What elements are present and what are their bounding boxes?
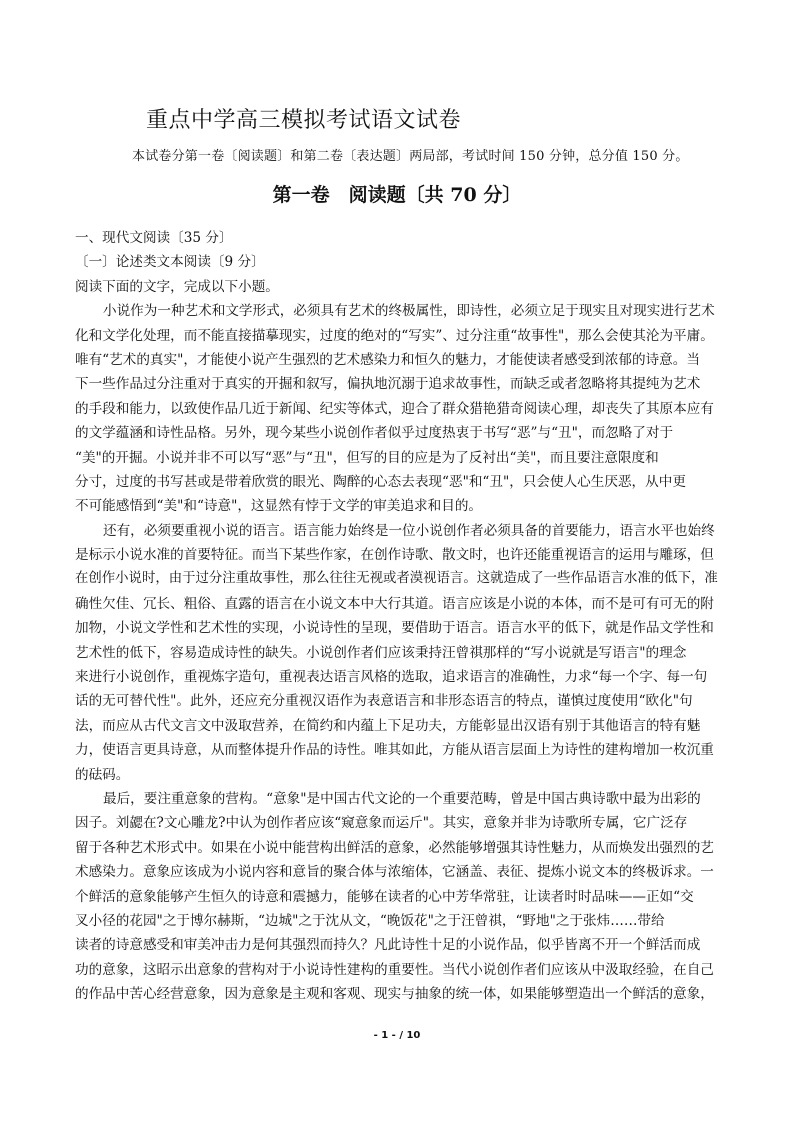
exam-title: 重点中学高三模拟考试语文试卷 — [146, 108, 462, 133]
paragraph-line: 分寸，过度的书写甚或是带着欣赏的眼光、陶醉的心态去表现“恶"和“丑"，只会使人心生厌恶，从中更 — [75, 473, 686, 490]
paragraph-line: 还有，必须要重视小说的语言。语言能力始终是一位小说创作者必须具备的首要能力，语言水平也始终 — [103, 522, 715, 539]
paragraph-line: 个鲜活的意象能够产生恒久的诗意和震撼力，能够在读者的心中芳华常驻，让读者时时品味——正如“交 — [75, 888, 694, 905]
paragraph-line: 最后，要注重意象的营构。“意象"是中国古代文论的一个重要范畴，曾是中国古典诗歌中最为出彩的 — [103, 790, 701, 807]
paragraph-two — [75, 519, 723, 787]
paragraph-line: 术感染力。意象应该成为小说内容和意旨的聚合体与浓缩体，它涵盖、表征、提炼小说文本的终极诉求。一 — [75, 864, 714, 881]
paragraph-line: 的手段和能力，以致使作品几近于新闻、纪实等体式，迎合了群众猎艳猎奇阅读心理，却丧失了其原本应有 — [75, 400, 714, 417]
paragraph-line: 下一些作品过分注重对于真实的开掘和叙写，偏执地沉溺于追求故事性，而缺乏或者忽略将其提纯为艺术 — [75, 376, 701, 393]
paragraph-line: 叉小径的花园"之于博尔赫斯，“边城"之于沈从文，“晚饭花"之于汪曾祺，“野地"之于张炜……带给 — [75, 912, 665, 929]
paragraph-line: 的文学蕴涵和诗性品格。另外，现今某些小说创作者似乎过度热衷于书写“恶”与“丑"，而忽略了对于 — [75, 425, 674, 442]
paragraph-line: 读者的诗意感受和审美冲击力是何其强烈而持久？凡此诗性十足的小说作品，似乎皆离不开一个鲜活而成 — [75, 937, 701, 954]
section-title: 第一卷 阅读题〔共 70 分〕 — [272, 184, 522, 206]
paragraph-line: 确性欠佳、冗长、粗俗、直露的语言在小说文本中大行其道。语言应该是小说的本体，而不是可有可无的附 — [75, 595, 714, 612]
paragraph-line: 不可能感悟到“美"和“诗意"，这显然有悖于文学的审美追求和目的。 — [75, 498, 483, 515]
exam-subtitle: 本试卷分第一卷〔阅读题〕和第二卷〔表达题〕两局部，考试时间 150 分钟，总分值 150 分。 — [132, 149, 689, 164]
paragraph-line: 的作品中苦心经营意象，因为意象是主观和客观、现实与抽象的统一体，如果能够塑造出一个鲜活的意象， — [75, 986, 714, 1003]
paragraph-line: 来进行小说创作，重视炼字造句，重视表达语言风格的选取，追求语言的准确性，力求“每一个字、每一句 — [75, 669, 708, 686]
paragraph-line: 在创作小说时，由于过分注重故事性，那么往往无视或者漠视语言。这就造成了一些作品语言水准的低下，准 — [75, 571, 718, 587]
paragraph-line: 因子。刘勰在?文心雕龙?中认为创作者应该“窥意象而运斤"。其实，意象并非为诗歌所专属，它广泛存 — [75, 815, 688, 832]
paragraph-line: 艺术性的低下，容易造成诗性的缺失。小说创作者们应该秉持汪曾祺那样的“写小说就是写语言"的理念 — [75, 644, 687, 661]
paragraph-line: 留于各种艺术形式中。如果在小说中能营构出鲜活的意象，必然能够增强其诗性魅力，从而焕发出强烈的艺 — [75, 839, 714, 856]
paragraph-line: 是标示小说水准的首要特征。而当下某些作家，在创作诗歌、散文时，也许还能重视语言的运用与雕琢，但 — [75, 547, 714, 564]
paragraph-line: 功的意象，这昭示出意象的营构对于小说诗性建构的重要性。当代小说创作者们应该从中汲取经验，在自己 — [75, 961, 714, 978]
body-text — [75, 226, 723, 1007]
paragraph-line: “美"的开掘。小说并非不可以写“恶”与“丑"，但写的目的应是为了反衬出“美"，而且要注意限度和 — [75, 449, 659, 466]
paragraph-one — [75, 299, 723, 519]
paragraph-line: 话的无可替代性"。此外，还应充分重视汉语作为表意语言和非形态语言的特点，谨慎过度使用“欧化"句 — [75, 693, 693, 710]
sub-heading: 〔一〕论述类文本阅读〔9 分〕 — [75, 254, 265, 271]
paragraph-three — [75, 787, 723, 1007]
part-heading: 一、现代文阅读〔35 分〕 — [75, 230, 233, 246]
paragraph-line: 化和文学化处理，而不能直接描摹现实，过度的绝对的“写实”、过分注重“故事性"，那么会使其沦为平庸。 — [75, 327, 714, 344]
paragraph-line: 力，使语言更具诗意，从而整体提升作品的诗性。唯其如此，方能从语言层面上为诗性的建构增加一枚沉重 — [75, 742, 714, 759]
page-number: - 1 - / 10 — [373, 1030, 421, 1041]
paragraph-line: 的砝码。 — [75, 766, 130, 783]
paragraph-line: 法，而应从古代文言文中汲取营养，在简约和内蕴上下足功夫，方能彰显出汉语有别于其他语言的特有魅 — [75, 717, 701, 734]
paragraph-line: 加物，小说文学性和艺术性的实现，小说诗性的呈现，要借助于语言。语言水平的低下，就是作品文学性和 — [75, 620, 714, 637]
paragraph-line: 小说作为一种艺术和文学形式，必须具有艺术的终极属性，即诗性，必须立足于现实且对现实进行艺术 — [103, 303, 715, 320]
reading-instruction: 阅读下面的文字，完成以下小题。 — [75, 278, 279, 295]
paragraph-line: 唯有“艺术的真实"，才能使小说产生强烈的艺术感染力和恒久的魅力，才能使读者感受到浓郁的诗意。当 — [75, 351, 700, 368]
